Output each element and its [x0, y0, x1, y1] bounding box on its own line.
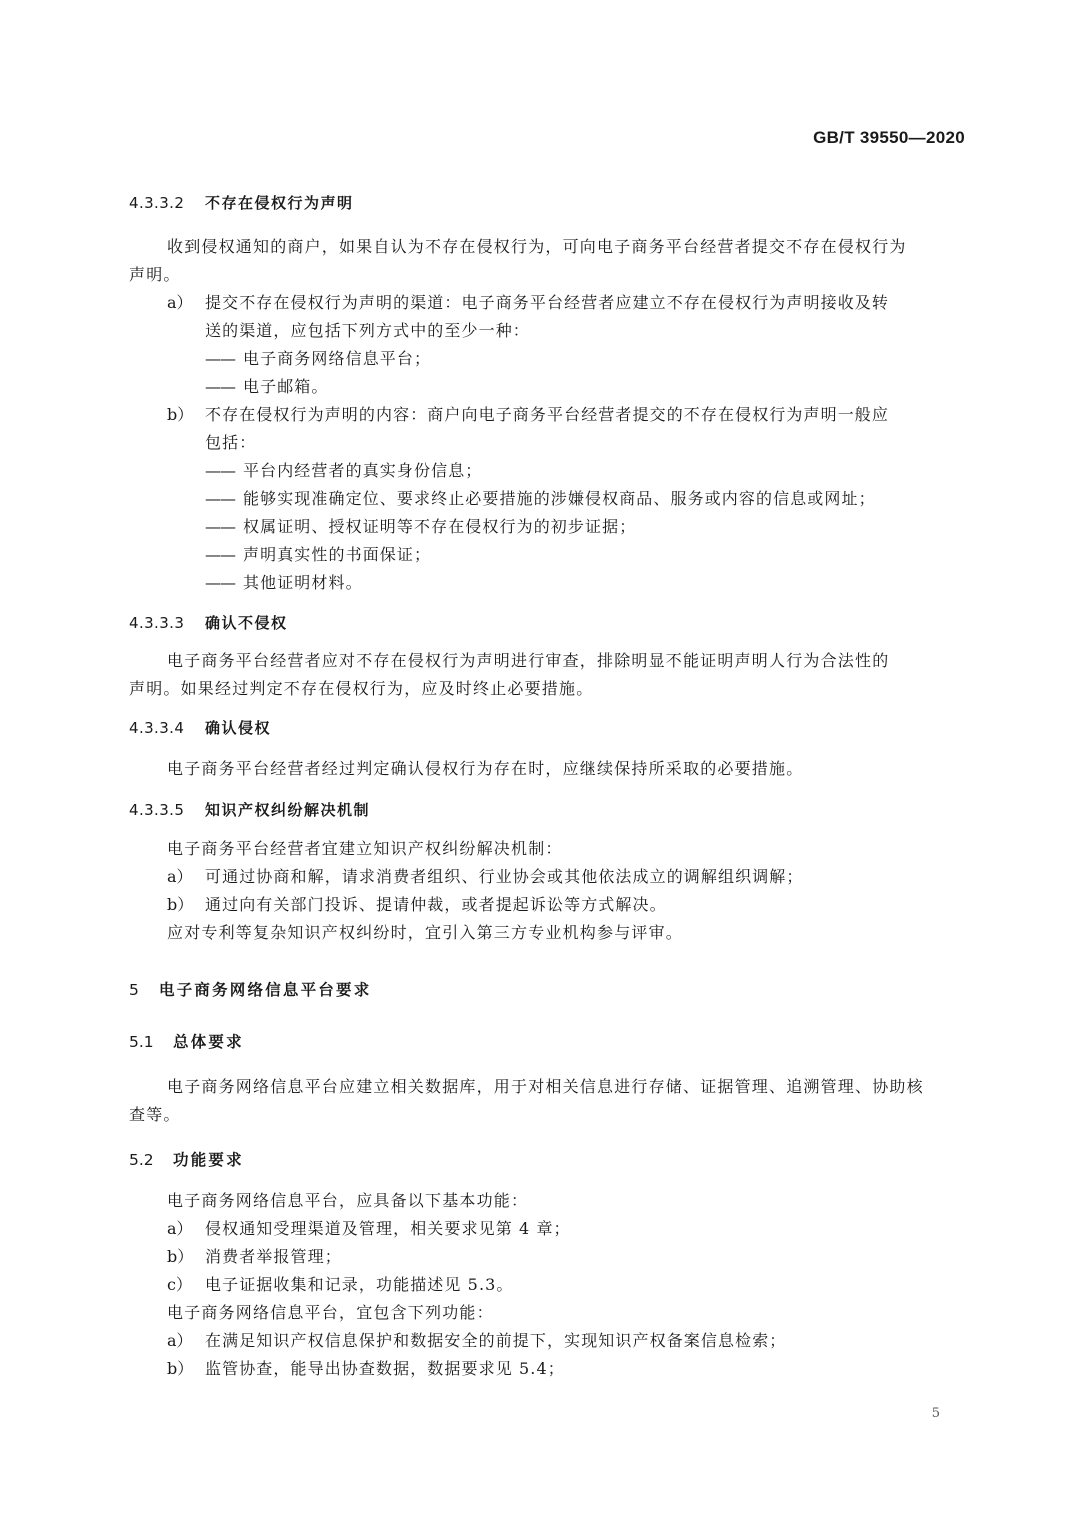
dash-item: —— 电子邮箱。 — [205, 377, 329, 396]
clause-heading-4-3-3-2: 4.3.3.2 不存在侵权行为声明 — [129, 194, 354, 212]
section-heading-5-1: 5.1 总体要求 — [129, 1033, 244, 1051]
paragraph-line: 声明。 — [129, 265, 181, 284]
list-item-a: a） 可通过协商和解，请求消费者组织、行业协会或其他依法成立的调解组织调解； — [167, 867, 804, 886]
clause-heading-4-3-3-3: 4.3.3.3 确认不侵权 — [129, 614, 288, 632]
paragraph-line: 应对专利等复杂知识产权纠纷时，宜引入第三方专业机构参与评审。 — [167, 923, 684, 942]
dash-item: —— 权属证明、授权证明等不存在侵权行为的初步证据； — [205, 517, 637, 536]
page-body — [129, 188, 967, 1383]
page-number: 5 — [931, 1406, 940, 1421]
section-heading-5-2: 5.2 功能要求 — [129, 1151, 244, 1169]
list-item-b: b） 通过向有关部门投诉、提请仲裁，或者提起诉讼等方式解决。 — [167, 895, 667, 914]
clause-heading-4-3-3-4: 4.3.3.4 确认侵权 — [129, 719, 272, 737]
paragraph-line: 收到侵权通知的商户，如果自认为不存在侵权行为，可向电子商务平台经营者提交不存在侵权行为 — [167, 237, 907, 256]
paragraph-line: 声明。如果经过判定不存在侵权行为，应及时终止必要措施。 — [129, 679, 594, 698]
paragraph-line: 电子商务平台经营者经过判定确认侵权行为存在时，应继续保持所采取的必要措施。 — [167, 759, 804, 778]
list-item-continuation: 送的渠道，应包括下列方式中的至少一种： — [205, 321, 530, 340]
list-item-a: a） 在满足知识产权信息保护和数据安全的前提下，实现知识产权备案信息检索； — [167, 1331, 787, 1350]
clause-heading-4-3-3-5: 4.3.3.5 知识产权纠纷解决机制 — [129, 801, 371, 819]
paragraph-line: 电子商务网络信息平台，应具备以下基本功能： — [167, 1191, 529, 1210]
paragraph-line: 电子商务网络信息平台应建立相关数据库，用于对相关信息进行存储、证据管理、追溯管理、协助核 — [167, 1077, 924, 1096]
dash-item: —— 能够实现准确定位、要求终止必要措施的涉嫌侵权商品、服务或内容的信息或网址； — [205, 489, 876, 508]
list-item-a: a） 侵权通知受理渠道及管理，相关要求见第 4 章； — [167, 1219, 571, 1238]
standard-code: GB/T 39550—2020 — [813, 128, 965, 147]
list-item-b: b） 监管协查，能导出协查数据，数据要求见 5.4； — [167, 1359, 565, 1378]
list-item-b: b） 消费者举报管理； — [167, 1247, 342, 1266]
dash-item: —— 其他证明材料。 — [205, 573, 363, 592]
dash-item: —— 声明真实性的书面保证； — [205, 545, 432, 564]
list-item-a: a） 提交不存在侵权行为声明的渠道：电子商务平台经营者应建立不存在侵权行为声明接收及转 — [167, 293, 890, 312]
paragraph-line: 电子商务平台经营者应对不存在侵权行为声明进行审查，排除明显不能证明声明人行为合法性的 — [167, 651, 890, 670]
list-item-c: c） 电子证据收集和记录，功能描述见 5.3。 — [167, 1275, 514, 1294]
paragraph-line: 查等。 — [129, 1105, 181, 1124]
list-item-continuation: 包括： — [205, 433, 257, 452]
paragraph-line: 电子商务网络信息平台，宜包含下列功能： — [167, 1303, 494, 1322]
paragraph-line: 电子商务平台经营者宜建立知识产权纠纷解决机制： — [167, 839, 563, 858]
dash-item: —— 电子商务网络信息平台； — [205, 349, 432, 368]
dash-item: —— 平台内经营者的真实身份信息； — [205, 461, 483, 480]
list-item-b: b） 不存在侵权行为声明的内容：商户向电子商务平台经营者提交的不存在侵权行为声明一般应 — [167, 405, 890, 424]
chapter-heading-5: 5 电子商务网络信息平台要求 — [129, 981, 372, 999]
